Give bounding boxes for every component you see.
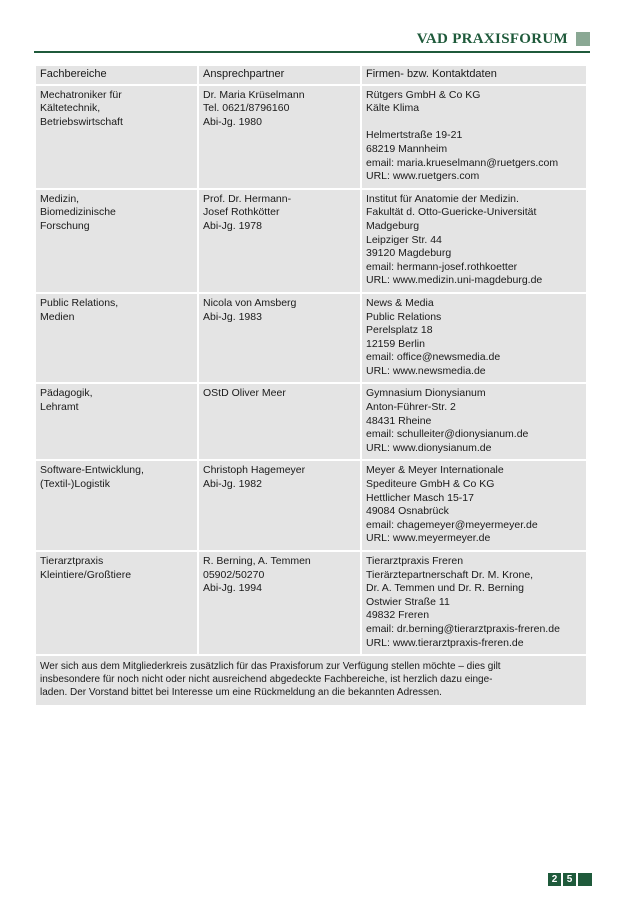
cell-line: 12159 Berlin <box>366 337 425 350</box>
cell-line: Institut für Anatomie der Medizin. <box>366 192 519 205</box>
cell-line: Rütgers GmbH & Co KG <box>366 88 481 101</box>
column-header-contact: Ansprechpartner <box>199 66 360 84</box>
cell-line: email: chagemeyer@meyermeyer.de <box>366 518 538 531</box>
cell-line: Abi-Jg. 1978 <box>203 219 262 232</box>
cell-line: Fakultät d. Otto-Guericke-Universität <box>366 206 537 219</box>
table-row <box>36 384 586 459</box>
cell-line: Kältetechnik, <box>40 102 101 115</box>
table-row <box>36 461 586 550</box>
cell-line: URL: www.dionysianum.de <box>366 441 492 454</box>
cell-line: Dr. Maria Krüselmann <box>203 88 305 101</box>
cell-line: Abi-Jg. 1994 <box>203 582 262 595</box>
cell-field <box>36 552 197 654</box>
cell-line: 49084 Osnabrück <box>366 505 449 518</box>
page-number <box>548 873 592 886</box>
cell-line: R. Berning, A. Temmen <box>203 555 311 567</box>
cell-line: Medien <box>40 310 75 323</box>
cell-line: Tierärztepartnerschaft Dr. M. Krone, <box>366 568 534 581</box>
cell-line: 05902/50270 <box>203 568 265 581</box>
page-number-digit: 5 <box>563 873 576 886</box>
cell-line: Tierarztpraxis <box>40 555 104 567</box>
cell-line: Anton-Führer-Str. 2 <box>366 401 456 414</box>
cell-line: Ostwier Straße 11 <box>366 595 450 608</box>
cell-field <box>36 384 197 459</box>
cell-line: Helmertstraße 19-21 <box>366 129 463 142</box>
cell-line: Spediteure GmbH & Co KG <box>366 478 495 491</box>
cell-line: Tierarztpraxis Freren <box>366 555 464 567</box>
header-square-mark <box>576 32 590 46</box>
cell-line: Tel. 0621/8796160 <box>203 102 290 115</box>
cell-line: URL: www.medizin.uni-magdeburg.de <box>366 274 543 287</box>
cell-line: (Textil-)Logistik <box>40 478 111 491</box>
cell-line: email: dr.berning@tierarztpraxis-freren.de <box>366 622 560 635</box>
cell-line: Mechatroniker für <box>40 88 122 101</box>
cell-company <box>362 461 586 550</box>
cell-line: email: hermann-josef.rothkoetter <box>366 260 518 273</box>
cell-field <box>36 461 197 550</box>
cell-line: 48431 Rheine <box>366 414 432 427</box>
cell-line: Software-Entwicklung, <box>40 464 144 477</box>
page-number-digit: 2 <box>548 873 561 886</box>
cell-company <box>362 384 586 459</box>
table-row <box>36 294 586 383</box>
cell-contact <box>199 86 360 188</box>
cell-line: 68219 Mannheim <box>366 142 448 155</box>
contacts-table <box>34 64 588 707</box>
cell-line: URL: www.ruetgers.com <box>366 170 480 183</box>
cell-line: Josef Rothkötter <box>203 206 280 219</box>
table-row <box>36 86 586 188</box>
note-line: Wer sich aus dem Mitgliederkreis zusätzlich für das Praxisforum zur Verfügung stellen möchte – dies gilt <box>40 661 501 673</box>
blank-line <box>366 116 582 130</box>
cell-line: URL: www.meyermeyer.de <box>366 532 491 545</box>
cell-line: URL: www.newsmedia.de <box>366 364 486 377</box>
cell-line: email: maria.krueselmann@ruetgers.com <box>366 156 559 169</box>
cell-company <box>362 190 586 292</box>
cell-line: Prof. Dr. Hermann- <box>203 192 292 205</box>
cell-line: News & Media <box>366 296 434 309</box>
cell-contact <box>199 294 360 383</box>
header-title: VAD PRAXISFORUM <box>416 31 568 47</box>
cell-line: Kleintiere/Großtiere <box>40 568 132 581</box>
cell-line: Gymnasium Dionysianum <box>366 387 486 400</box>
cell-line: Perelsplatz 18 <box>366 324 433 337</box>
column-header-field: Fachbereiche <box>36 66 197 84</box>
cell-line: Madgeburg <box>366 219 420 232</box>
cell-field <box>36 294 197 383</box>
cell-line: Abi-Jg. 1983 <box>203 310 262 323</box>
cell-line: Biomedizinische <box>40 206 116 219</box>
cell-field <box>36 86 197 188</box>
cell-line: Meyer & Meyer Internationale <box>366 464 504 477</box>
cell-line: email: office@newsmedia.de <box>366 351 501 364</box>
cell-line: Public Relations, <box>40 296 119 309</box>
table-row <box>36 552 586 654</box>
cell-line: Leipziger Str. 44 <box>366 233 442 246</box>
column-header-company: Firmen- bzw. Kontaktdaten <box>362 66 586 84</box>
cell-line: OStD Oliver Meer <box>203 387 286 400</box>
cell-line: Betriebswirtschaft <box>40 115 123 128</box>
cell-line: Lehramt <box>40 401 79 414</box>
cell-line: Abi-Jg. 1980 <box>203 115 262 128</box>
cell-line: Hettlicher Masch 15-17 <box>366 491 474 504</box>
page-number-block <box>578 873 592 886</box>
table-header-row <box>36 66 586 84</box>
cell-line: Kälte Klima <box>366 102 420 115</box>
cell-line: Public Relations <box>366 310 442 323</box>
cell-contact <box>199 384 360 459</box>
header-rule <box>34 51 590 53</box>
cell-contact <box>199 190 360 292</box>
cell-line: Nicola von Amsberg <box>203 296 297 309</box>
cell-company <box>362 552 586 654</box>
cell-line: Christoph Hagemeyer <box>203 464 306 477</box>
note-cell <box>36 656 586 705</box>
cell-line: 49832 Freren <box>366 609 430 622</box>
cell-line: URL: www.tierarztpraxis-freren.de <box>366 636 524 649</box>
cell-line: Pädagogik, <box>40 387 93 400</box>
cell-line: email: schulleiter@dionysianum.de <box>366 428 529 441</box>
page-header <box>34 30 590 52</box>
table-row <box>36 190 586 292</box>
note-line: laden. Der Vorstand bittet bei Interesse um eine Rückmeldung an die bekannten Adressen. <box>40 687 442 699</box>
cell-field <box>36 190 197 292</box>
table-body <box>36 86 586 655</box>
cell-company <box>362 86 586 188</box>
note-row <box>36 656 586 705</box>
cell-line: Medizin, <box>40 192 80 205</box>
cell-line: Abi-Jg. 1982 <box>203 478 262 491</box>
cell-company <box>362 294 586 383</box>
cell-line: Forschung <box>40 219 90 232</box>
note-line: insbesondere für noch nicht oder nicht ausreichend abgedeckte Fachbereiche, ist herzlich dazu einge- <box>40 674 493 686</box>
cell-contact <box>199 461 360 550</box>
cell-line: Dr. A. Temmen und Dr. R. Berning <box>366 582 524 595</box>
cell-line: 39120 Magdeburg <box>366 247 452 260</box>
cell-contact <box>199 552 360 654</box>
